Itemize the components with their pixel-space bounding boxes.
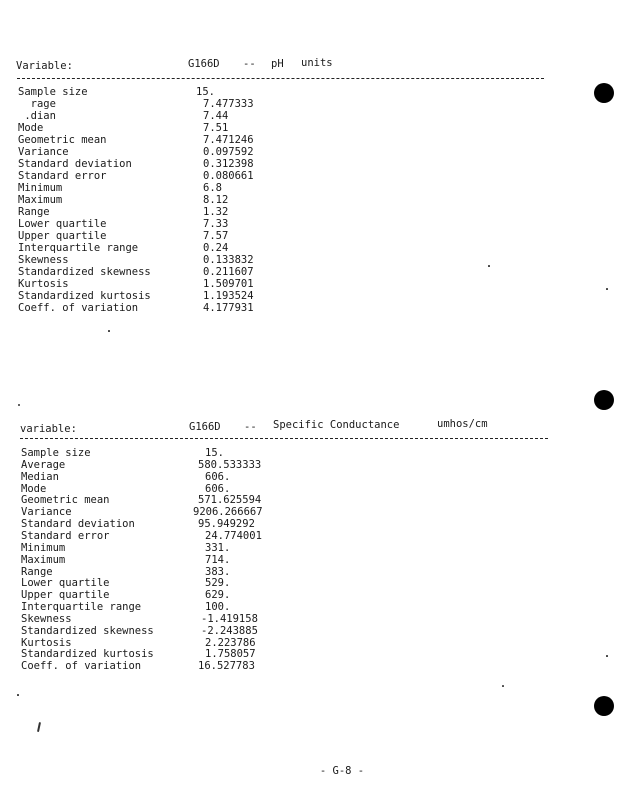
stat-row bbox=[0, 637, 560, 649]
stat-label: Kurtosis bbox=[18, 278, 69, 290]
scan-speck bbox=[502, 685, 504, 687]
stat-row bbox=[0, 86, 560, 98]
stat-label: Standard error bbox=[18, 170, 107, 182]
stat-row bbox=[0, 577, 560, 589]
stat-label: Median bbox=[21, 470, 59, 483]
variable-label: Variable: bbox=[16, 60, 73, 72]
stat-row bbox=[0, 170, 560, 182]
stat-value: 580.533333 bbox=[198, 458, 262, 471]
stat-row bbox=[0, 290, 560, 302]
header-rule bbox=[17, 78, 544, 79]
stat-label: Mode bbox=[18, 122, 44, 134]
stat-row bbox=[0, 254, 560, 266]
stat-label: Coeff. of variation bbox=[18, 302, 139, 314]
stat-value: 383. bbox=[205, 565, 231, 578]
stat-row bbox=[0, 459, 560, 471]
variable-code: G166D bbox=[188, 58, 220, 70]
stat-row bbox=[0, 278, 560, 290]
stat-label: rage bbox=[18, 98, 56, 110]
stat-row bbox=[0, 566, 560, 578]
stat-value: 714. bbox=[205, 553, 231, 566]
stat-row bbox=[0, 447, 560, 459]
stat-row bbox=[0, 110, 560, 122]
stat-label: Skewness bbox=[21, 612, 72, 625]
stat-label: Standardized skewness bbox=[18, 266, 151, 278]
scan-speck bbox=[37, 722, 41, 732]
stat-value: 8.12 bbox=[203, 194, 229, 206]
header-separator: -- bbox=[244, 421, 257, 433]
section-header bbox=[0, 57, 560, 76]
stat-value: 7.471246 bbox=[203, 134, 254, 146]
stat-value: 2.223786 bbox=[205, 636, 256, 649]
stat-row bbox=[0, 194, 560, 206]
stat-value: 571.625594 bbox=[198, 494, 262, 507]
stat-row bbox=[0, 483, 560, 495]
stat-value: 331. bbox=[205, 541, 231, 554]
stat-label: Geometric mean bbox=[18, 134, 107, 146]
stat-value: 6.8 bbox=[203, 182, 222, 194]
stat-label: Lower quartile bbox=[21, 577, 110, 590]
stat-value: 15. bbox=[196, 86, 215, 98]
stat-value: 95.949292 bbox=[198, 518, 255, 531]
stat-label: Geometric mean bbox=[21, 494, 110, 507]
stat-label: Upper quartile bbox=[18, 230, 107, 242]
stat-label: .dian bbox=[18, 110, 56, 122]
stat-value: 0.097592 bbox=[203, 146, 254, 158]
stat-row bbox=[0, 601, 560, 613]
punch-hole-bottom bbox=[594, 696, 614, 716]
stat-row bbox=[0, 98, 560, 110]
stat-row bbox=[0, 554, 560, 566]
stat-label: Average bbox=[21, 458, 66, 471]
stat-value: 7.33 bbox=[203, 218, 229, 230]
header-rule bbox=[20, 438, 548, 439]
stat-row bbox=[0, 613, 560, 625]
stat-label: Standard deviation bbox=[18, 158, 132, 170]
scan-speck bbox=[606, 288, 608, 290]
stat-label: Interquartile range bbox=[18, 242, 139, 254]
stat-value: 7.57 bbox=[203, 230, 229, 242]
variable-code: G166D bbox=[189, 421, 221, 433]
stat-row bbox=[0, 530, 560, 542]
stat-value: 0.211607 bbox=[203, 266, 254, 278]
stat-label: Minimum bbox=[18, 182, 63, 194]
stat-label: Sample size bbox=[18, 86, 88, 98]
stat-label: Upper quartile bbox=[21, 589, 110, 602]
scan-speck bbox=[488, 265, 490, 267]
variable-name: pH bbox=[271, 58, 284, 70]
scan-speck bbox=[108, 330, 110, 332]
stat-label: Variance bbox=[18, 146, 69, 158]
variable-unit: units bbox=[301, 57, 333, 69]
section-header bbox=[0, 418, 560, 437]
punch-hole-middle bbox=[594, 390, 614, 410]
stat-value: 16.527783 bbox=[198, 660, 255, 673]
variable-label: variable: bbox=[20, 423, 77, 435]
stat-value: 9206.266667 bbox=[193, 506, 263, 519]
header-separator: -- bbox=[243, 58, 256, 70]
stat-value: 629. bbox=[205, 589, 231, 602]
stat-label: Range bbox=[21, 565, 53, 578]
stat-value: 7.51 bbox=[203, 122, 229, 134]
stat-value: 100. bbox=[205, 601, 231, 614]
stat-label: Standard error bbox=[21, 529, 110, 542]
stat-row bbox=[0, 206, 560, 218]
stat-label: Mode bbox=[21, 482, 47, 495]
scan-speck bbox=[606, 655, 608, 657]
stat-label: Interquartile range bbox=[21, 601, 142, 614]
stat-value: 529. bbox=[205, 577, 231, 590]
scan-speck bbox=[17, 694, 19, 696]
stat-value: 0.24 bbox=[203, 242, 229, 254]
stat-row bbox=[0, 134, 560, 146]
stat-row bbox=[0, 218, 560, 230]
stat-row bbox=[0, 625, 560, 637]
stat-label: Standardized kurtosis bbox=[18, 290, 151, 302]
stat-value: 606. bbox=[205, 482, 231, 495]
stat-row bbox=[0, 146, 560, 158]
stat-row bbox=[0, 122, 560, 134]
stat-row bbox=[0, 506, 560, 518]
stat-label: Maximum bbox=[18, 194, 63, 206]
stat-row bbox=[0, 589, 560, 601]
stat-label: Range bbox=[18, 206, 50, 218]
punch-hole-top bbox=[594, 83, 614, 103]
stat-value: 1.509701 bbox=[203, 278, 254, 290]
stat-label: Skewness bbox=[18, 254, 69, 266]
stat-value: -2.243885 bbox=[201, 624, 258, 637]
stat-label: Standardized kurtosis bbox=[21, 648, 154, 661]
stat-row bbox=[0, 242, 560, 254]
stat-value: 1.758057 bbox=[205, 648, 256, 661]
stat-label: Variance bbox=[21, 506, 72, 519]
stat-value: 0.080661 bbox=[203, 170, 254, 182]
stat-row bbox=[0, 230, 560, 242]
stat-value: 7.44 bbox=[203, 110, 229, 122]
scan-speck bbox=[18, 404, 20, 406]
stat-value: -1.419158 bbox=[201, 612, 258, 625]
stat-row bbox=[0, 660, 560, 672]
stat-row bbox=[0, 266, 560, 278]
stat-value: 7.477333 bbox=[203, 98, 254, 110]
stat-value: 1.193524 bbox=[203, 290, 254, 302]
stat-label: Coeff. of variation bbox=[21, 660, 142, 673]
stat-value: 0.312398 bbox=[203, 158, 254, 170]
stat-label: Lower quartile bbox=[18, 218, 107, 230]
stat-label: Minimum bbox=[21, 541, 66, 554]
variable-name: Specific Conductance bbox=[273, 419, 400, 431]
stat-value: 606. bbox=[205, 470, 231, 483]
stat-value: 24.774001 bbox=[205, 529, 262, 542]
stat-label: Maximum bbox=[21, 553, 66, 566]
stat-row bbox=[0, 471, 560, 483]
stat-value: 1.32 bbox=[203, 206, 229, 218]
variable-unit: umhos/cm bbox=[437, 418, 488, 430]
stat-row bbox=[0, 182, 560, 194]
stat-label: Standardized skewness bbox=[21, 624, 154, 637]
stat-row bbox=[0, 494, 560, 506]
stat-row bbox=[0, 158, 560, 170]
stat-value: 4.177931 bbox=[203, 302, 254, 314]
stat-row bbox=[0, 302, 560, 314]
stat-row bbox=[0, 648, 560, 660]
stat-value: 15. bbox=[205, 447, 224, 459]
page-number: - G-8 - bbox=[319, 765, 365, 777]
stat-label: Standard deviation bbox=[21, 518, 135, 531]
stat-label: Kurtosis bbox=[21, 636, 72, 649]
stat-row bbox=[0, 542, 560, 554]
stat-label: Sample size bbox=[21, 447, 91, 459]
stat-row bbox=[0, 518, 560, 530]
stat-value: 0.133832 bbox=[203, 254, 254, 266]
